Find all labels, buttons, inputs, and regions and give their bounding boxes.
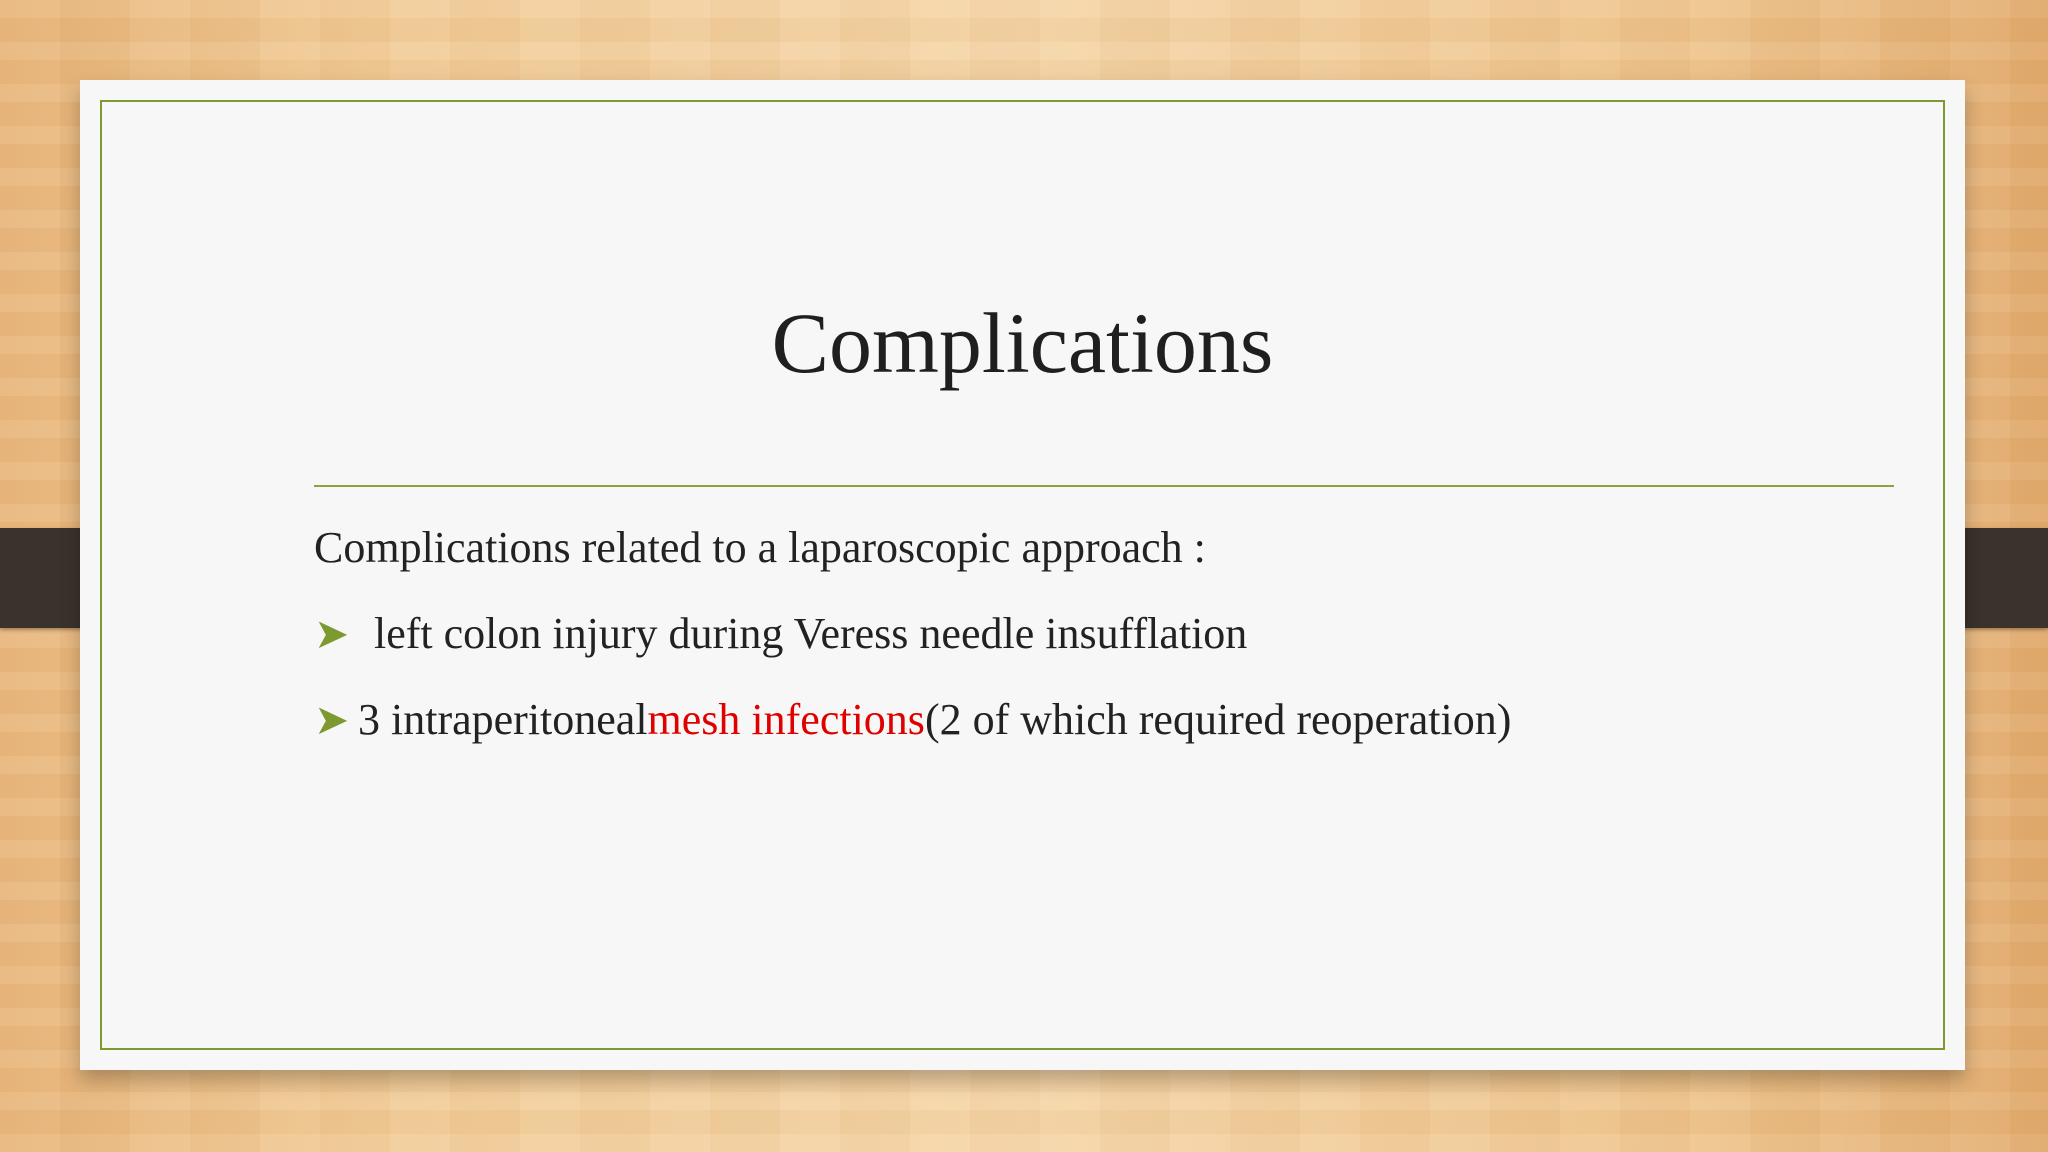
title-divider bbox=[314, 485, 1894, 487]
bullet-item-mesh-infections bbox=[314, 676, 1511, 762]
arrow-bullet-icon: ➤ bbox=[314, 694, 350, 744]
slide-card bbox=[80, 80, 1965, 1070]
bullet-text-highlight: mesh infections bbox=[647, 694, 925, 744]
slide-title: Complications bbox=[771, 295, 1274, 391]
bullet-text-prefix: 3 intraperitoneal bbox=[358, 694, 648, 744]
bullet-text-suffix: (2 of which required reoperation) bbox=[924, 694, 1512, 744]
bullet-item-colon-injury bbox=[314, 590, 1511, 676]
arrow-bullet-icon: ➤ bbox=[314, 608, 350, 658]
intro-text: Complications related to a laparoscopic approach : bbox=[314, 523, 1206, 572]
bullet-text: left colon injury during Veress needle insufflation bbox=[374, 608, 1248, 658]
slide-content bbox=[314, 518, 1511, 762]
